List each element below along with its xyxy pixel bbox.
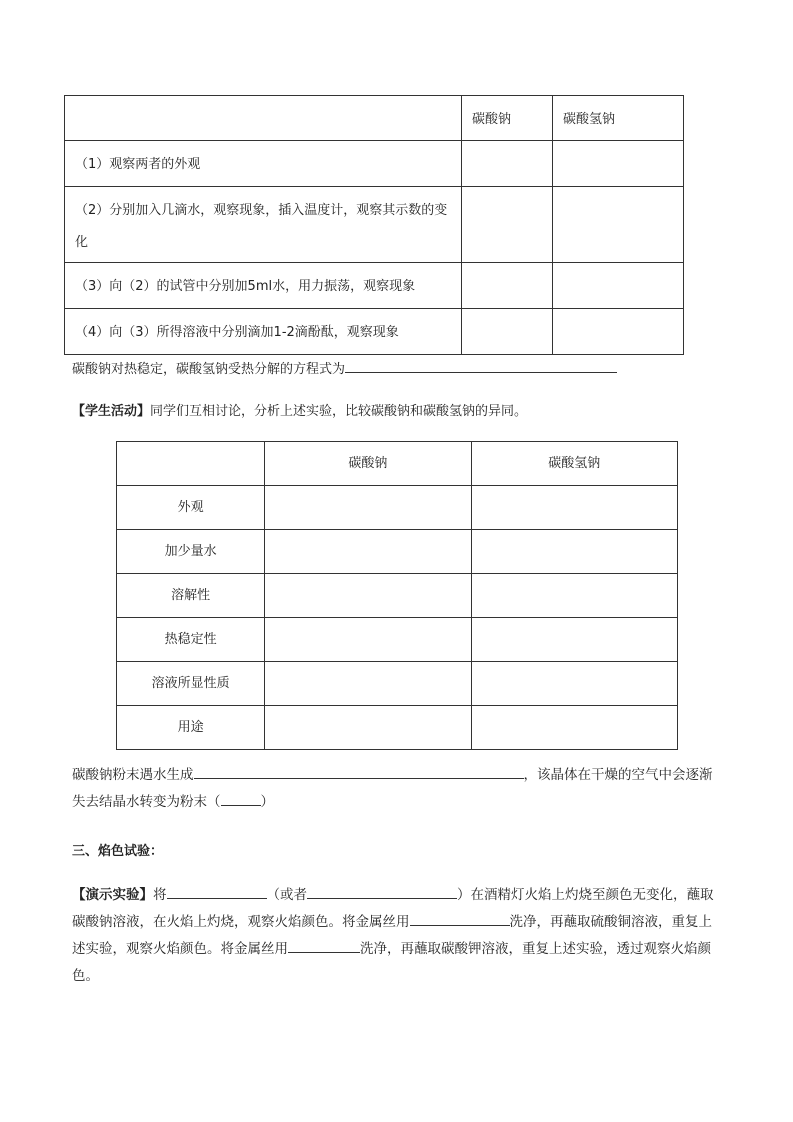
answer-cell[interactable] xyxy=(265,706,471,750)
demo-label: 【演示实验】 xyxy=(72,887,153,903)
answer-cell[interactable] xyxy=(265,530,471,574)
answer-cell[interactable] xyxy=(265,618,471,662)
row-label: （3）向（2）的试管中分别加5ml水，用力振荡，观察现象 xyxy=(65,263,462,309)
header-cell xyxy=(65,96,462,141)
alt-wire-blank[interactable] xyxy=(307,884,457,899)
table-header-row xyxy=(117,442,678,486)
crystal-blank[interactable] xyxy=(194,764,524,779)
answer-cell[interactable] xyxy=(462,263,553,309)
row-label: 溶解性 xyxy=(117,574,265,618)
header-cell: 碳酸钠 xyxy=(462,96,553,141)
table-row xyxy=(65,141,684,187)
answer-cell[interactable] xyxy=(265,662,471,706)
experiment-table xyxy=(64,95,684,355)
answer-cell[interactable] xyxy=(553,309,684,355)
table-row xyxy=(117,618,678,662)
table-row xyxy=(117,574,678,618)
table-row xyxy=(117,662,678,706)
answer-cell[interactable] xyxy=(265,574,471,618)
row-label: 溶液所显性质 xyxy=(117,662,265,706)
table-row xyxy=(117,486,678,530)
answer-cell[interactable] xyxy=(553,263,684,309)
answer-cell[interactable] xyxy=(471,530,677,574)
row-label: 热稳定性 xyxy=(117,618,265,662)
header-cell: 碳酸氢钠 xyxy=(553,96,684,141)
table-row xyxy=(65,187,684,263)
crystal-sentence: 碳酸钠粉末遇水生成 ，该晶体在干燥的空气中会逐渐失去结晶水转变为粉末（ ） xyxy=(72,762,722,816)
header-cell: 碳酸钠 xyxy=(265,442,471,486)
activity-label: 【学生活动】 xyxy=(72,404,151,419)
answer-cell[interactable] xyxy=(265,486,471,530)
row-label: （2）分别加入几滴水，观察现象，插入温度计，观察其示数的变化 xyxy=(65,187,462,263)
row-label: 用途 xyxy=(117,706,265,750)
row-label: 加少量水 xyxy=(117,530,265,574)
table-header-row xyxy=(65,96,684,141)
row-label: （4）向（3）所得溶液中分别滴加1-2滴酚酞，观察现象 xyxy=(65,309,462,355)
answer-cell[interactable] xyxy=(471,618,677,662)
wash-blank-1[interactable] xyxy=(410,911,510,926)
header-cell: 碳酸氢钠 xyxy=(471,442,677,486)
answer-cell[interactable] xyxy=(471,662,677,706)
row-label: 外观 xyxy=(117,486,265,530)
answer-cell[interactable] xyxy=(553,141,684,187)
answer-cell[interactable] xyxy=(471,486,677,530)
answer-cell[interactable] xyxy=(462,187,553,263)
section-heading: 三、焰色试验： xyxy=(72,844,164,859)
answer-cell[interactable] xyxy=(553,187,684,263)
table-row xyxy=(65,263,684,309)
answer-cell[interactable] xyxy=(462,309,553,355)
comparison-table xyxy=(116,441,678,750)
table-row xyxy=(65,309,684,355)
powder-blank[interactable] xyxy=(221,791,261,806)
demo-experiment: 【演示实验】将 （或者 ）在酒精灯火焰上灼烧至颜色无变化，蘸取碳酸钠溶液，在火焰上灼烧，观察火焰颜色。将金属丝用 洗净，再蘸取硫酸铜溶液，重复上述实验，观察火焰颜色。将金属丝用 洗净，再蘸取碳酸钾溶液，重复上述实验，透过观察火焰颜色。 xyxy=(72,882,722,990)
answer-cell[interactable] xyxy=(462,141,553,187)
answer-cell[interactable] xyxy=(471,574,677,618)
header-cell xyxy=(117,442,265,486)
activity-text: 同学们互相讨论，分析上述实验，比较碳酸钠和碳酸氢钠的异同。 xyxy=(150,404,528,419)
answer-cell[interactable] xyxy=(471,706,677,750)
row-label: （1）观察两者的外观 xyxy=(65,141,462,187)
wire-blank[interactable] xyxy=(167,884,267,899)
wash-blank-2[interactable] xyxy=(288,938,360,953)
table-row xyxy=(117,706,678,750)
equation-blank[interactable] xyxy=(345,358,617,373)
decomposition-sentence: 碳酸钠对热稳定，碳酸氢钠受热分解的方程式为 xyxy=(72,358,617,380)
table-row xyxy=(117,530,678,574)
student-activity xyxy=(72,402,527,422)
